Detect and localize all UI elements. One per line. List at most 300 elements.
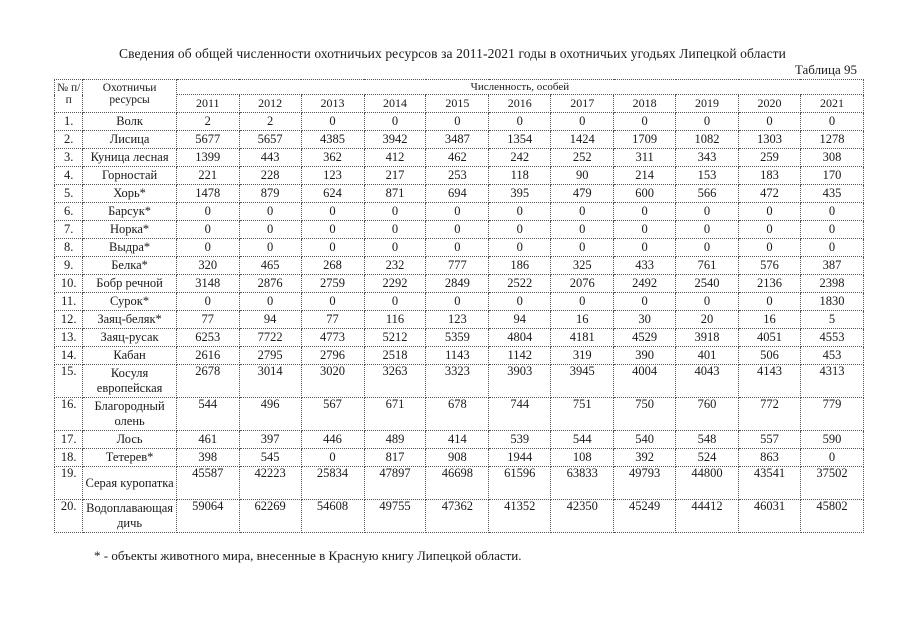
count-cell: 4804: [489, 329, 551, 347]
count-cell: 4529: [614, 329, 676, 347]
count-cell: 228: [239, 167, 301, 185]
table-row: [55, 449, 864, 467]
count-cell: 252: [551, 149, 614, 167]
count-cell: 540: [614, 431, 676, 449]
count-cell: 390: [614, 347, 676, 365]
count-cell: 253: [426, 167, 489, 185]
count-cell: 5: [800, 311, 863, 329]
count-cell: 1424: [551, 131, 614, 149]
count-cell: 461: [176, 431, 239, 449]
count-cell: 2518: [364, 347, 426, 365]
count-cell: 777: [426, 257, 489, 275]
count-cell: 123: [426, 311, 489, 329]
count-cell: 7722: [239, 329, 301, 347]
count-cell: 0: [426, 239, 489, 257]
count-cell: 0: [551, 293, 614, 311]
table-row: [55, 347, 864, 365]
count-cell: 1478: [176, 185, 239, 203]
resource-name: Серая куропатка: [83, 467, 176, 500]
count-cell: 506: [739, 347, 801, 365]
count-cell: 2678: [176, 365, 239, 398]
row-number: 10.: [55, 275, 83, 293]
count-cell: 0: [301, 113, 364, 131]
count-cell: 761: [676, 257, 739, 275]
count-cell: 42350: [551, 500, 614, 533]
table-row: [55, 311, 864, 329]
count-cell: 462: [426, 149, 489, 167]
count-cell: 153: [676, 167, 739, 185]
count-cell: 817: [364, 449, 426, 467]
row-number: 1.: [55, 113, 83, 131]
header-year: 2014: [364, 95, 426, 113]
count-cell: 4553: [800, 329, 863, 347]
row-number: 7.: [55, 221, 83, 239]
count-cell: 1303: [739, 131, 801, 149]
row-number: 12.: [55, 311, 83, 329]
count-cell: 59064: [176, 500, 239, 533]
count-cell: 16: [551, 311, 614, 329]
count-cell: 0: [614, 293, 676, 311]
count-cell: 671: [364, 398, 426, 431]
count-cell: 566: [676, 185, 739, 203]
header-resource: Охотничьи ресурсы: [83, 80, 176, 113]
count-cell: 242: [489, 149, 551, 167]
row-number: 20.: [55, 500, 83, 533]
count-cell: 443: [239, 149, 301, 167]
table-row: [55, 365, 864, 398]
table-row: [55, 500, 864, 533]
count-cell: 4385: [301, 131, 364, 149]
count-cell: 2398: [800, 275, 863, 293]
count-cell: 61596: [489, 467, 551, 500]
header-count: Численность, особей: [176, 80, 863, 95]
count-cell: 217: [364, 167, 426, 185]
count-cell: 0: [551, 203, 614, 221]
row-number: 13.: [55, 329, 83, 347]
count-cell: 37502: [800, 467, 863, 500]
count-cell: 1142: [489, 347, 551, 365]
count-cell: 2759: [301, 275, 364, 293]
header-num: № п/п: [55, 80, 83, 113]
count-cell: 3487: [426, 131, 489, 149]
document-title: Сведения об общей численности охотничьих ресурсов за 2011-2021 годы в охотничьих угодьях Липецкой области: [118, 46, 787, 61]
count-cell: 116: [364, 311, 426, 329]
count-cell: 0: [301, 449, 364, 467]
count-cell: 0: [301, 203, 364, 221]
count-cell: 44412: [676, 500, 739, 533]
header-years-row: [55, 95, 864, 113]
count-cell: 694: [426, 185, 489, 203]
count-cell: 0: [739, 239, 801, 257]
table-row: [55, 398, 864, 431]
count-cell: 465: [239, 257, 301, 275]
count-cell: 3918: [676, 329, 739, 347]
count-cell: 414: [426, 431, 489, 449]
count-cell: 3020: [301, 365, 364, 398]
count-cell: 0: [364, 293, 426, 311]
count-cell: 2540: [676, 275, 739, 293]
count-cell: 77: [176, 311, 239, 329]
count-cell: 1709: [614, 131, 676, 149]
count-cell: 0: [489, 203, 551, 221]
count-cell: 319: [551, 347, 614, 365]
count-cell: 760: [676, 398, 739, 431]
table-row: [55, 431, 864, 449]
count-cell: 49755: [364, 500, 426, 533]
count-cell: 879: [239, 185, 301, 203]
header-year: 2021: [800, 95, 863, 113]
count-cell: 0: [614, 113, 676, 131]
count-cell: 0: [676, 293, 739, 311]
count-cell: 268: [301, 257, 364, 275]
resource-name: Волк: [83, 113, 176, 131]
count-cell: 0: [614, 221, 676, 239]
count-cell: 750: [614, 398, 676, 431]
count-cell: 0: [301, 293, 364, 311]
resource-name: Сурок*: [83, 293, 176, 311]
count-cell: 678: [426, 398, 489, 431]
count-cell: 590: [800, 431, 863, 449]
count-cell: 751: [551, 398, 614, 431]
count-cell: 46698: [426, 467, 489, 500]
count-cell: 0: [364, 221, 426, 239]
table-row: [55, 257, 864, 275]
count-cell: 94: [239, 311, 301, 329]
count-cell: 0: [676, 203, 739, 221]
count-cell: 0: [676, 221, 739, 239]
count-cell: 397: [239, 431, 301, 449]
count-cell: 412: [364, 149, 426, 167]
resource-name: Бобр речной: [83, 275, 176, 293]
count-cell: 524: [676, 449, 739, 467]
count-cell: 0: [426, 293, 489, 311]
count-cell: 46031: [739, 500, 801, 533]
row-number: 3.: [55, 149, 83, 167]
count-cell: 0: [239, 203, 301, 221]
hunting-resources-table: [54, 79, 864, 533]
count-cell: 0: [800, 113, 863, 131]
count-cell: 362: [301, 149, 364, 167]
count-cell: 5657: [239, 131, 301, 149]
count-cell: 435: [800, 185, 863, 203]
row-number: 4.: [55, 167, 83, 185]
table-row: [55, 221, 864, 239]
count-cell: 90: [551, 167, 614, 185]
count-cell: 0: [176, 221, 239, 239]
count-cell: 387: [800, 257, 863, 275]
count-cell: 4181: [551, 329, 614, 347]
count-cell: 539: [489, 431, 551, 449]
count-cell: 2849: [426, 275, 489, 293]
header-year: 2013: [301, 95, 364, 113]
count-cell: 45587: [176, 467, 239, 500]
resource-name: Тетерев*: [83, 449, 176, 467]
count-cell: 576: [739, 257, 801, 275]
count-cell: 3263: [364, 365, 426, 398]
count-cell: 472: [739, 185, 801, 203]
count-cell: 0: [800, 239, 863, 257]
count-cell: 2876: [239, 275, 301, 293]
header-year: 2020: [739, 95, 801, 113]
count-cell: 30: [614, 311, 676, 329]
count-cell: 0: [301, 221, 364, 239]
count-cell: 77: [301, 311, 364, 329]
row-number: 19.: [55, 467, 83, 500]
table-row: [55, 167, 864, 185]
count-cell: 45249: [614, 500, 676, 533]
count-cell: 183: [739, 167, 801, 185]
table-row: [55, 239, 864, 257]
count-cell: 41352: [489, 500, 551, 533]
count-cell: 0: [176, 239, 239, 257]
count-cell: 0: [800, 449, 863, 467]
count-cell: 221: [176, 167, 239, 185]
count-cell: 2795: [239, 347, 301, 365]
header-year: 2016: [489, 95, 551, 113]
count-cell: 123: [301, 167, 364, 185]
count-cell: 2136: [739, 275, 801, 293]
count-cell: 108: [551, 449, 614, 467]
count-cell: 5212: [364, 329, 426, 347]
footnote: * - объекты животного мира, внесенные в Красную книгу Липецкой области.: [94, 548, 522, 563]
count-cell: 453: [800, 347, 863, 365]
row-number: 17.: [55, 431, 83, 449]
count-cell: 908: [426, 449, 489, 467]
count-cell: 63833: [551, 467, 614, 500]
count-cell: 320: [176, 257, 239, 275]
count-cell: 2492: [614, 275, 676, 293]
count-cell: 1354: [489, 131, 551, 149]
resource-name: Хорь*: [83, 185, 176, 203]
count-cell: 54608: [301, 500, 364, 533]
resource-name: Выдра*: [83, 239, 176, 257]
count-cell: 401: [676, 347, 739, 365]
count-cell: 545: [239, 449, 301, 467]
table-row: [55, 329, 864, 347]
count-cell: 3903: [489, 365, 551, 398]
count-cell: 744: [489, 398, 551, 431]
count-cell: 0: [676, 239, 739, 257]
table-row: [55, 149, 864, 167]
resource-name: Лисица: [83, 131, 176, 149]
count-cell: 308: [800, 149, 863, 167]
count-cell: 3148: [176, 275, 239, 293]
resource-name: Водоплавающая дичь: [83, 500, 176, 533]
count-cell: 3945: [551, 365, 614, 398]
count-cell: 433: [614, 257, 676, 275]
count-cell: 0: [364, 239, 426, 257]
count-cell: 1082: [676, 131, 739, 149]
row-number: 15.: [55, 365, 83, 398]
count-cell: 557: [739, 431, 801, 449]
table-row: [55, 203, 864, 221]
count-cell: 47362: [426, 500, 489, 533]
count-cell: 0: [176, 203, 239, 221]
header-year: 2012: [239, 95, 301, 113]
resource-name: Горностай: [83, 167, 176, 185]
count-cell: 45802: [800, 500, 863, 533]
row-number: 11.: [55, 293, 83, 311]
row-number: 2.: [55, 131, 83, 149]
count-cell: 0: [800, 203, 863, 221]
count-cell: 2292: [364, 275, 426, 293]
header-year: 2015: [426, 95, 489, 113]
resource-name: Косуля европейская: [83, 365, 176, 398]
header-year: 2018: [614, 95, 676, 113]
count-cell: 0: [176, 293, 239, 311]
count-cell: 479: [551, 185, 614, 203]
count-cell: 395: [489, 185, 551, 203]
count-cell: 1143: [426, 347, 489, 365]
count-cell: 392: [614, 449, 676, 467]
row-number: 8.: [55, 239, 83, 257]
count-cell: 3323: [426, 365, 489, 398]
count-cell: 62269: [239, 500, 301, 533]
count-cell: 600: [614, 185, 676, 203]
count-cell: 0: [739, 203, 801, 221]
header-year: 2019: [676, 95, 739, 113]
resource-name: Куница лесная: [83, 149, 176, 167]
row-number: 18.: [55, 449, 83, 467]
count-cell: 446: [301, 431, 364, 449]
count-cell: 2796: [301, 347, 364, 365]
count-cell: 1944: [489, 449, 551, 467]
count-cell: 5359: [426, 329, 489, 347]
count-cell: 6253: [176, 329, 239, 347]
resource-name: Барсук*: [83, 203, 176, 221]
count-cell: 398: [176, 449, 239, 467]
table-row: [55, 113, 864, 131]
count-cell: 47897: [364, 467, 426, 500]
count-cell: 489: [364, 431, 426, 449]
count-cell: 0: [739, 221, 801, 239]
resource-name: Норка*: [83, 221, 176, 239]
count-cell: 42223: [239, 467, 301, 500]
count-cell: 0: [489, 113, 551, 131]
count-cell: 0: [364, 203, 426, 221]
table-number: Таблица 95: [794, 62, 857, 77]
count-cell: 43541: [739, 467, 801, 500]
count-cell: 0: [364, 113, 426, 131]
count-cell: 0: [426, 113, 489, 131]
count-cell: 2522: [489, 275, 551, 293]
count-cell: 5677: [176, 131, 239, 149]
count-cell: 2: [239, 113, 301, 131]
table-row: [55, 131, 864, 149]
count-cell: 118: [489, 167, 551, 185]
count-cell: 0: [551, 113, 614, 131]
count-cell: 20: [676, 311, 739, 329]
table-row: [55, 467, 864, 500]
resource-name: Заяц-русак: [83, 329, 176, 347]
count-cell: 0: [239, 293, 301, 311]
row-number: 6.: [55, 203, 83, 221]
count-cell: 170: [800, 167, 863, 185]
resource-name: Заяц-беляк*: [83, 311, 176, 329]
count-cell: 259: [739, 149, 801, 167]
count-cell: 4004: [614, 365, 676, 398]
count-cell: 232: [364, 257, 426, 275]
count-cell: 0: [301, 239, 364, 257]
count-cell: 25834: [301, 467, 364, 500]
resource-name: Благородный олень: [83, 398, 176, 431]
count-cell: 3942: [364, 131, 426, 149]
count-cell: 779: [800, 398, 863, 431]
count-cell: 0: [551, 239, 614, 257]
resource-name: Лось: [83, 431, 176, 449]
count-cell: 0: [800, 221, 863, 239]
count-cell: 863: [739, 449, 801, 467]
row-number: 5.: [55, 185, 83, 203]
count-cell: 496: [239, 398, 301, 431]
count-cell: 4313: [800, 365, 863, 398]
count-cell: 16: [739, 311, 801, 329]
count-cell: 0: [739, 293, 801, 311]
count-cell: 214: [614, 167, 676, 185]
count-cell: 44800: [676, 467, 739, 500]
count-cell: 544: [551, 431, 614, 449]
resource-name: Кабан: [83, 347, 176, 365]
count-cell: 871: [364, 185, 426, 203]
table-body: [55, 113, 864, 533]
count-cell: 4051: [739, 329, 801, 347]
count-cell: 49793: [614, 467, 676, 500]
count-cell: 186: [489, 257, 551, 275]
count-cell: 343: [676, 149, 739, 167]
row-number: 16.: [55, 398, 83, 431]
count-cell: 94: [489, 311, 551, 329]
count-cell: 0: [489, 293, 551, 311]
count-cell: 3014: [239, 365, 301, 398]
count-cell: 4773: [301, 329, 364, 347]
count-cell: 0: [239, 239, 301, 257]
header-year: 2017: [551, 95, 614, 113]
header-year: 2011: [176, 95, 239, 113]
count-cell: 0: [614, 203, 676, 221]
count-cell: 4043: [676, 365, 739, 398]
count-cell: 0: [426, 203, 489, 221]
count-cell: 0: [426, 221, 489, 239]
count-cell: 772: [739, 398, 801, 431]
table-row: [55, 185, 864, 203]
resource-name: Белка*: [83, 257, 176, 275]
count-cell: 1830: [800, 293, 863, 311]
count-cell: 325: [551, 257, 614, 275]
count-cell: 0: [489, 239, 551, 257]
table-row: [55, 275, 864, 293]
count-cell: 0: [489, 221, 551, 239]
count-cell: 1278: [800, 131, 863, 149]
count-cell: 311: [614, 149, 676, 167]
count-cell: 624: [301, 185, 364, 203]
count-cell: 2076: [551, 275, 614, 293]
count-cell: 1399: [176, 149, 239, 167]
count-cell: 0: [676, 113, 739, 131]
count-cell: 0: [239, 221, 301, 239]
count-cell: 0: [614, 239, 676, 257]
count-cell: 567: [301, 398, 364, 431]
count-cell: 548: [676, 431, 739, 449]
count-cell: 2616: [176, 347, 239, 365]
count-cell: 544: [176, 398, 239, 431]
count-cell: 0: [739, 113, 801, 131]
table-row: [55, 293, 864, 311]
count-cell: 0: [551, 221, 614, 239]
count-cell: 4143: [739, 365, 801, 398]
row-number: 14.: [55, 347, 83, 365]
count-cell: 2: [176, 113, 239, 131]
row-number: 9.: [55, 257, 83, 275]
